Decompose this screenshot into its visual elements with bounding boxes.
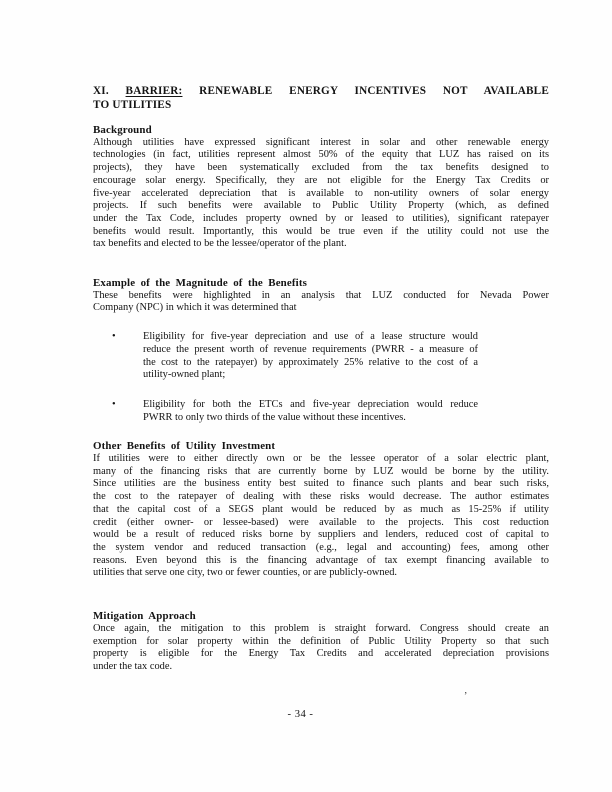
- text-line: utility-owned plant;: [143, 369, 226, 381]
- heading-mitigation-approach: Mitigation Approach: [93, 610, 196, 623]
- page-number: - 34 -: [287, 709, 314, 720]
- paragraph-mitigation: [93, 623, 549, 674]
- heading-background: Background: [93, 124, 152, 136]
- text-line: the system vendor and reduced transaction (e.g., legal and accounting) fees, among other: [93, 541, 549, 553]
- text-line: Since utilities are the business entity best suited to finance such plants and bear such risks,: [93, 478, 549, 490]
- text-line: credit (either owner- or lessee-based) were available to the projects. This cost reduction: [93, 516, 549, 528]
- text-line: would be a result of reduced risks borne by suppliers and lenders, reduced cost of capital to: [93, 529, 549, 541]
- text-line: under the tax code.: [93, 660, 173, 672]
- text-line: PWRR to only two thirds of the value without these incentives.: [143, 411, 406, 423]
- text-line: Once again, the mitigation to this problem is straight forward. Congress should create an: [93, 622, 549, 634]
- scan-artifact-mark: ’: [464, 691, 468, 702]
- text-line: encourage solar energy. Specifically, they are not eligible for the Energy Tax Credits or: [93, 174, 549, 186]
- text-line: tax benefits and elected to be the lessee/operator of the plant.: [93, 238, 347, 250]
- text-line: projects. If such benefits were available to Public Utility Property (which, as defined: [93, 200, 549, 212]
- text-line: five-year accelerated depreciation that is available to non-utility owners of solar energy: [93, 187, 549, 199]
- title-barrier-underlined: BARRIER:: [125, 85, 183, 97]
- title-rest: RENEWABLE ENERGY INCENTIVES NOT AVAILABLE: [199, 85, 549, 97]
- bullet-item-depreciation-lease: [112, 331, 549, 382]
- text-line: Although utilities have expressed significant interest in solar and other renewable energy: [93, 136, 549, 148]
- text-line: reduce the present worth of revenue requirements (PWRR - a measure of: [143, 343, 478, 355]
- text-line: Eligibility for both the ETCs and five-year depreciation would reduce: [143, 398, 478, 410]
- text-line: the cost to the ratepayer) by approximately 25% relative to the cost of a: [143, 356, 478, 368]
- bullet-icon: •: [112, 398, 116, 410]
- text-line: exemption for solar property within the definition of Public Utility Property so that such: [93, 635, 549, 647]
- text-line: If utilities were to either directly own or be the lessee operator of a solar electric plant,: [93, 453, 549, 465]
- text-line: These benefits were highlighted in an analysis that LUZ conducted for Nevada Power: [93, 289, 549, 301]
- text-line: many of the financing risks that are currently borne by LUZ would be borne by the utility.: [93, 465, 549, 477]
- text-block: [93, 85, 549, 674]
- paragraph-background: [93, 137, 549, 251]
- title-line-1: [93, 85, 549, 99]
- text-line: under the Tax Code, includes property owned by or leased to utilities), significant ratepayer: [93, 212, 549, 224]
- heading-example-magnitude: Example of the Magnitude of the Benefits: [93, 277, 307, 290]
- title-line-2: TO UTILITIES: [93, 98, 172, 111]
- text-line: Company (NPC) in which it was determined that: [93, 302, 297, 314]
- bullet-text: [143, 331, 478, 382]
- title-numeral: XI.: [93, 85, 109, 97]
- heading-other-benefits: Other Benefits of Utility Investment: [93, 440, 276, 453]
- text-line: property is eligible for the Energy Tax Credits and accelerated depreciation provisions: [93, 648, 549, 660]
- section-title: [93, 85, 549, 112]
- paragraph-other-benefits: [93, 453, 549, 580]
- text-line: utilities that serve one city, two or fewer counties, or are publicly-owned.: [93, 567, 398, 579]
- text-line: technologies (in fact, utilities represent almost 50% of the equity that LUZ has raised on its: [93, 149, 549, 161]
- text-line: Eligibility for five-year depreciation and use of a lease structure would: [143, 331, 478, 343]
- bullet-text: [143, 399, 478, 424]
- text-line: reasons. Even beyond this is the financing advantage of tax exempt financing available to: [93, 554, 549, 566]
- text-line: projects), they have been systematically excluded from the tax benefits designed to: [93, 162, 549, 174]
- bullet-icon: •: [112, 331, 116, 343]
- text-line: benefits would result. Importantly, this would be true even if the utility could not use the: [93, 225, 549, 237]
- text-line: the cost to the ratepayer of dealing with these risks would decrease. The author estimates: [93, 491, 549, 503]
- bullet-item-etc-depreciation: [112, 399, 549, 424]
- paragraph-example-intro: [93, 290, 549, 315]
- text-line: that the capital cost of a SEGS plant would be reduced by as much as 15-25% if utility: [93, 503, 549, 515]
